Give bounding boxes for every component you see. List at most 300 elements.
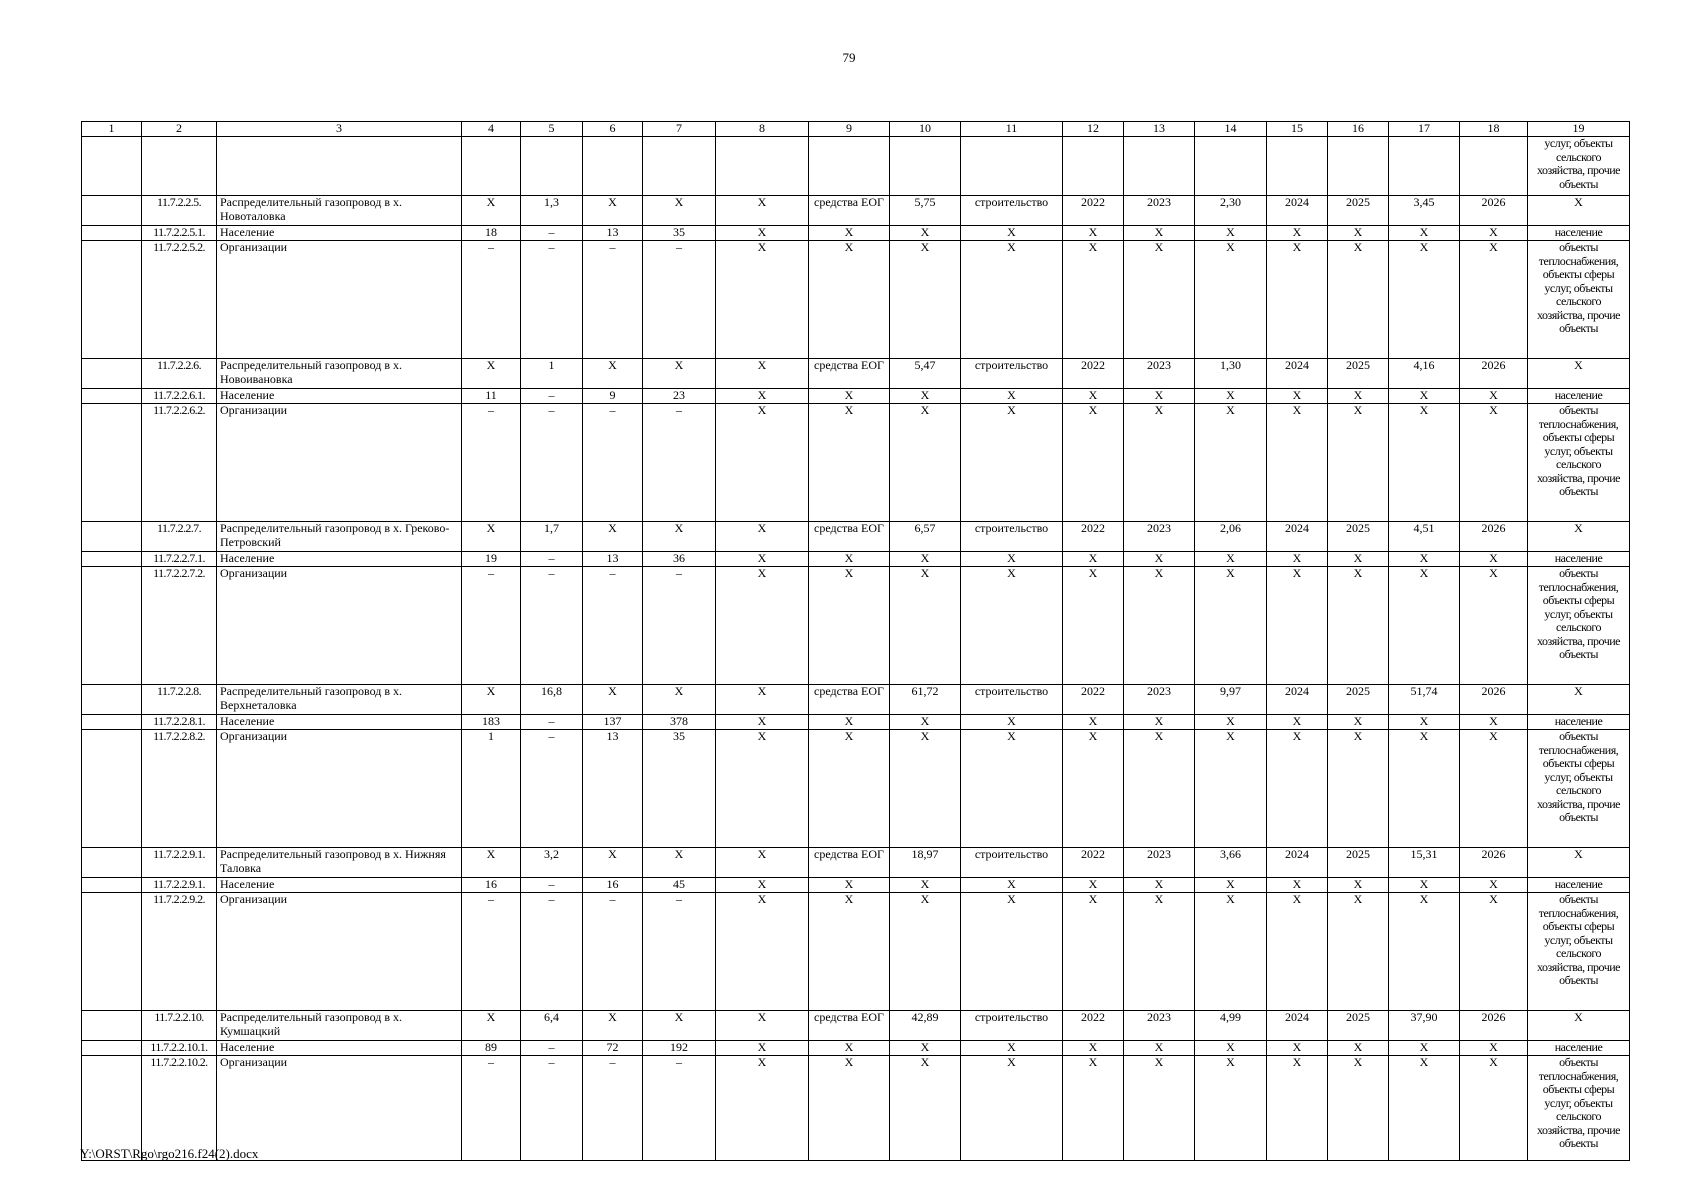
value-cell: 2025 <box>1328 359 1389 389</box>
population-row <box>82 552 1630 567</box>
value-cell: Х <box>1328 1041 1389 1056</box>
row-name-cell: Распределительный газопровод в х. Нижняя Таловка <box>217 848 462 878</box>
value-cell: – <box>583 404 643 522</box>
organizations-row <box>82 404 1630 522</box>
value-cell: Х <box>1063 552 1124 567</box>
value-cell: 2,06 <box>1195 522 1267 552</box>
value-cell: Х <box>961 730 1063 848</box>
value-cell: Х <box>1389 893 1460 1011</box>
value-cell: – <box>521 715 583 730</box>
value-cell: – <box>521 567 583 685</box>
column-header: 18 <box>1460 122 1528 137</box>
row-number-cell: 11.7.2.2.7.1. <box>142 552 217 567</box>
value-cell: Х <box>1267 404 1328 522</box>
value-cell: Х <box>1389 389 1460 404</box>
value-cell: – <box>521 226 583 241</box>
value-cell: – <box>521 552 583 567</box>
value-cell: строительство <box>961 848 1063 878</box>
table-cell <box>1389 137 1460 196</box>
value-cell: Х <box>1389 226 1460 241</box>
value-cell: строительство <box>961 685 1063 715</box>
value-cell: Х <box>1195 389 1267 404</box>
table-cell <box>82 567 142 685</box>
table-cell <box>82 1011 142 1041</box>
value-cell: Х <box>1267 241 1328 359</box>
value-cell: 3,45 <box>1389 196 1460 226</box>
value-cell: Х <box>1328 878 1389 893</box>
value-cell: Х <box>716 522 809 552</box>
value-cell: Х <box>1195 1041 1267 1056</box>
row-number-cell: 11.7.2.2.10.1. <box>142 1041 217 1056</box>
table-cell <box>961 137 1063 196</box>
value-cell: Х <box>1460 730 1528 848</box>
table-cell <box>82 715 142 730</box>
column-header: 10 <box>890 122 961 137</box>
value-cell: – <box>643 567 716 685</box>
value-cell: Х <box>1195 567 1267 685</box>
value-cell: Х <box>1528 685 1630 715</box>
value-cell: Х <box>716 1041 809 1056</box>
value-cell: Х <box>716 552 809 567</box>
value-cell: Х <box>716 878 809 893</box>
value-cell: Х <box>1328 730 1389 848</box>
value-cell: Х <box>716 715 809 730</box>
value-cell: Х <box>1528 196 1630 226</box>
purpose-cell: население <box>1528 389 1630 404</box>
value-cell: Х <box>1328 552 1389 567</box>
value-cell: Х <box>716 389 809 404</box>
column-header: 4 <box>462 122 521 137</box>
column-header: 1 <box>82 122 142 137</box>
row-name-cell: Население <box>217 878 462 893</box>
main-row <box>82 359 1630 389</box>
purpose-cell: объекты теплоснабжения, объекты сферы услуг, объекты сельского хозяйства, прочие объекты <box>1528 241 1630 359</box>
table-cell <box>1328 137 1389 196</box>
table-cell <box>82 552 142 567</box>
row-number-cell: 11.7.2.2.8.2. <box>142 730 217 848</box>
value-cell: 2024 <box>1267 848 1328 878</box>
purpose-cell: население <box>1528 226 1630 241</box>
value-cell: Х <box>462 685 521 715</box>
table-cell <box>583 137 643 196</box>
table-cell <box>82 848 142 878</box>
value-cell: Х <box>809 1041 890 1056</box>
value-cell: 2024 <box>1267 522 1328 552</box>
value-cell: Х <box>1267 893 1328 1011</box>
row-number-cell: 11.7.2.2.9.2. <box>142 893 217 1011</box>
value-cell: 2022 <box>1063 196 1124 226</box>
value-cell: Х <box>462 848 521 878</box>
row-name-cell: Распределительный газопровод в х. Верхнеталовка <box>217 685 462 715</box>
value-cell: Х <box>1063 226 1124 241</box>
table-cell <box>217 137 462 196</box>
value-cell: Х <box>1328 1056 1389 1161</box>
table-cell <box>82 1056 142 1161</box>
row-number-cell: 11.7.2.2.5. <box>142 196 217 226</box>
value-cell: Х <box>809 226 890 241</box>
value-cell: Х <box>1389 241 1460 359</box>
value-cell: 89 <box>462 1041 521 1056</box>
value-cell: Х <box>1389 715 1460 730</box>
value-cell: Х <box>961 893 1063 1011</box>
value-cell: Х <box>1389 404 1460 522</box>
row-name-cell: Организации <box>217 730 462 848</box>
row-name-cell: Население <box>217 226 462 241</box>
value-cell: 2022 <box>1063 522 1124 552</box>
value-cell: Х <box>961 389 1063 404</box>
value-cell: Х <box>1063 1041 1124 1056</box>
value-cell: Х <box>890 552 961 567</box>
value-cell: 19 <box>462 552 521 567</box>
data-table <box>81 121 1630 1161</box>
value-cell: Х <box>462 1011 521 1041</box>
value-cell: средства ЕОГ <box>809 359 890 389</box>
value-cell: 2022 <box>1063 848 1124 878</box>
value-cell: 2023 <box>1124 196 1195 226</box>
table-cell <box>142 137 217 196</box>
value-cell: 23 <box>643 389 716 404</box>
value-cell: Х <box>716 404 809 522</box>
purpose-cell: население <box>1528 552 1630 567</box>
population-row <box>82 1041 1630 1056</box>
value-cell: Х <box>583 685 643 715</box>
row-number-cell: 11.7.2.2.5.2. <box>142 241 217 359</box>
value-cell: Х <box>890 878 961 893</box>
value-cell: 35 <box>643 730 716 848</box>
value-cell: – <box>643 404 716 522</box>
row-name-cell: Население <box>217 389 462 404</box>
value-cell: Х <box>643 685 716 715</box>
organizations-row <box>82 241 1630 359</box>
value-cell: Х <box>643 1011 716 1041</box>
value-cell: – <box>521 1041 583 1056</box>
value-cell: Х <box>1328 226 1389 241</box>
value-cell: Х <box>809 567 890 685</box>
value-cell: Х <box>961 226 1063 241</box>
value-cell: Х <box>890 567 961 685</box>
value-cell: Х <box>809 878 890 893</box>
row-name-cell: Организации <box>217 567 462 685</box>
value-cell: Х <box>890 389 961 404</box>
table-cell <box>809 137 890 196</box>
value-cell: 2025 <box>1328 522 1389 552</box>
row-name-cell: Распределительный газопровод в х. Новоталовка <box>217 196 462 226</box>
row-name-cell: Организации <box>217 1056 462 1161</box>
purpose-cell: объекты теплоснабжения, объекты сферы услуг, объекты сельского хозяйства, прочие объекты <box>1528 893 1630 1011</box>
row-name-cell: Организации <box>217 241 462 359</box>
value-cell: – <box>521 404 583 522</box>
value-cell: 2026 <box>1460 848 1528 878</box>
value-cell: 378 <box>643 715 716 730</box>
value-cell: Х <box>1063 1056 1124 1161</box>
row-name-cell: Организации <box>217 893 462 1011</box>
value-cell: Х <box>583 1011 643 1041</box>
column-header: 19 <box>1528 122 1630 137</box>
value-cell: Х <box>1389 730 1460 848</box>
column-header: 14 <box>1195 122 1267 137</box>
value-cell: 6,4 <box>521 1011 583 1041</box>
organizations-row <box>82 567 1630 685</box>
value-cell: Х <box>1063 389 1124 404</box>
value-cell: Х <box>809 389 890 404</box>
value-cell: Х <box>890 715 961 730</box>
value-cell: 15,31 <box>1389 848 1460 878</box>
value-cell: Х <box>1195 404 1267 522</box>
table-cell <box>716 137 809 196</box>
main-row <box>82 848 1630 878</box>
value-cell: Х <box>716 848 809 878</box>
value-cell: 5,75 <box>890 196 961 226</box>
value-cell: 2025 <box>1328 848 1389 878</box>
value-cell: Х <box>1124 241 1195 359</box>
value-cell: Х <box>1528 848 1630 878</box>
value-cell: Х <box>716 893 809 1011</box>
value-cell: Х <box>961 404 1063 522</box>
value-cell: Х <box>1460 241 1528 359</box>
value-cell: Х <box>1063 878 1124 893</box>
value-cell: – <box>521 241 583 359</box>
value-cell: 1 <box>462 730 521 848</box>
value-cell: Х <box>716 685 809 715</box>
value-cell: 9,97 <box>1195 685 1267 715</box>
value-cell: 2023 <box>1124 1011 1195 1041</box>
footer-file-path: Y:\ORST\Rgo\rgo216.f24(2).docx <box>80 1146 259 1161</box>
value-cell: Х <box>1124 404 1195 522</box>
column-header: 5 <box>521 122 583 137</box>
value-cell: – <box>462 893 521 1011</box>
population-row <box>82 878 1630 893</box>
value-cell: 2026 <box>1460 196 1528 226</box>
value-cell: Х <box>1063 893 1124 1011</box>
row-number-cell: 11.7.2.2.8. <box>142 685 217 715</box>
table-cell <box>82 137 142 196</box>
value-cell: Х <box>1528 1011 1630 1041</box>
value-cell: – <box>462 1056 521 1161</box>
purpose-cell: население <box>1528 1041 1630 1056</box>
value-cell: Х <box>961 878 1063 893</box>
value-cell: 72 <box>583 1041 643 1056</box>
main-row <box>82 685 1630 715</box>
value-cell: 2026 <box>1460 359 1528 389</box>
table-cell <box>82 241 142 359</box>
value-cell: – <box>521 893 583 1011</box>
table-cell <box>82 685 142 715</box>
population-row <box>82 389 1630 404</box>
row-number-cell: 11.7.2.2.10.2. <box>142 1056 217 1161</box>
row-name-cell: Население <box>217 715 462 730</box>
column-header: 3 <box>217 122 462 137</box>
value-cell: Х <box>643 522 716 552</box>
value-cell: средства ЕОГ <box>809 848 890 878</box>
value-cell: 1 <box>521 359 583 389</box>
value-cell: 16 <box>462 878 521 893</box>
value-cell: Х <box>809 241 890 359</box>
value-cell: средства ЕОГ <box>809 196 890 226</box>
value-cell: Х <box>716 1056 809 1161</box>
value-cell: 2025 <box>1328 196 1389 226</box>
value-cell: Х <box>1124 893 1195 1011</box>
row-number-cell: 11.7.2.2.6.2. <box>142 404 217 522</box>
value-cell: 5,47 <box>890 359 961 389</box>
column-header: 15 <box>1267 122 1328 137</box>
value-cell: Х <box>716 226 809 241</box>
value-cell: Х <box>1328 404 1389 522</box>
value-cell: 2022 <box>1063 1011 1124 1041</box>
value-cell: 2024 <box>1267 196 1328 226</box>
value-cell: Х <box>1267 1041 1328 1056</box>
table-cell <box>1267 137 1328 196</box>
value-cell: 4,51 <box>1389 522 1460 552</box>
column-header: 8 <box>716 122 809 137</box>
value-cell: 2023 <box>1124 359 1195 389</box>
purpose-cell: население <box>1528 715 1630 730</box>
row-number-cell: 11.7.2.2.9.1. <box>142 848 217 878</box>
value-cell: – <box>521 389 583 404</box>
page-number: 79 <box>842 50 856 65</box>
column-header: 16 <box>1328 122 1389 137</box>
value-cell: Х <box>1124 715 1195 730</box>
value-cell: Х <box>961 567 1063 685</box>
value-cell: Х <box>1389 567 1460 685</box>
value-cell: Х <box>961 715 1063 730</box>
value-cell: Х <box>1389 1041 1460 1056</box>
row-number-cell: 11.7.2.2.8.1. <box>142 715 217 730</box>
purpose-cell: объекты теплоснабжения, объекты сферы услуг, объекты сельского хозяйства, прочие объекты <box>1528 404 1630 522</box>
row-name-cell: Распределительный газопровод в х. Греково-Петровский <box>217 522 462 552</box>
value-cell: строительство <box>961 522 1063 552</box>
value-cell: – <box>521 730 583 848</box>
value-cell: Х <box>1389 552 1460 567</box>
value-cell: Х <box>583 359 643 389</box>
value-cell: Х <box>1328 715 1389 730</box>
value-cell: Х <box>716 196 809 226</box>
value-cell: Х <box>890 1041 961 1056</box>
population-row <box>82 226 1630 241</box>
value-cell: Х <box>1460 715 1528 730</box>
table-cell <box>82 522 142 552</box>
value-cell: – <box>643 241 716 359</box>
column-header: 17 <box>1389 122 1460 137</box>
value-cell: 6,57 <box>890 522 961 552</box>
value-cell: – <box>643 1056 716 1161</box>
value-cell: Х <box>961 241 1063 359</box>
value-cell: Х <box>1195 715 1267 730</box>
value-cell: Х <box>1195 241 1267 359</box>
column-header: 2 <box>142 122 217 137</box>
value-cell: 16,8 <box>521 685 583 715</box>
value-cell: Х <box>961 1041 1063 1056</box>
value-cell: Х <box>890 893 961 1011</box>
value-cell: 61,72 <box>890 685 961 715</box>
value-cell: Х <box>1460 1056 1528 1161</box>
value-cell: Х <box>462 522 521 552</box>
value-cell: Х <box>1328 389 1389 404</box>
value-cell: Х <box>1267 715 1328 730</box>
row-number-cell: 11.7.2.2.10. <box>142 1011 217 1041</box>
value-cell: Х <box>1267 552 1328 567</box>
main-row <box>82 1011 1630 1041</box>
value-cell: – <box>462 241 521 359</box>
value-cell: 2025 <box>1328 1011 1389 1041</box>
value-cell: Х <box>961 1056 1063 1161</box>
value-cell: Х <box>1460 893 1528 1011</box>
column-header: 11 <box>961 122 1063 137</box>
value-cell: Х <box>1124 567 1195 685</box>
value-cell: – <box>521 878 583 893</box>
value-cell: Х <box>583 196 643 226</box>
value-cell: – <box>583 567 643 685</box>
column-header: 9 <box>809 122 890 137</box>
value-cell: Х <box>1528 359 1630 389</box>
value-cell: Х <box>1124 1041 1195 1056</box>
value-cell: 16 <box>583 878 643 893</box>
row-number-cell: 11.7.2.2.9.1. <box>142 878 217 893</box>
value-cell: средства ЕОГ <box>809 685 890 715</box>
table-cell <box>1124 137 1195 196</box>
value-cell: Х <box>716 1011 809 1041</box>
value-cell: Х <box>961 552 1063 567</box>
table-cell <box>643 137 716 196</box>
value-cell: Х <box>1328 241 1389 359</box>
value-cell: – <box>583 1056 643 1161</box>
value-cell: Х <box>1460 389 1528 404</box>
value-cell: Х <box>1267 389 1328 404</box>
value-cell: Х <box>716 359 809 389</box>
purpose-cell: объекты теплоснабжения, объекты сферы услуг, объекты сельского хозяйства, прочие объекты <box>1528 1056 1630 1161</box>
column-header: 12 <box>1063 122 1124 137</box>
value-cell: Х <box>1460 1041 1528 1056</box>
value-cell: Х <box>1328 893 1389 1011</box>
table-cell <box>82 1041 142 1056</box>
value-cell: Х <box>1063 567 1124 685</box>
value-cell: Х <box>1460 404 1528 522</box>
value-cell: Х <box>890 730 961 848</box>
value-cell: Х <box>1195 878 1267 893</box>
organizations-row <box>82 730 1630 848</box>
table-cell <box>1195 137 1267 196</box>
purpose-cell: объекты теплоснабжения, объекты сферы услуг, объекты сельского хозяйства, прочие объекты <box>1528 567 1630 685</box>
value-cell: 137 <box>583 715 643 730</box>
value-cell: Х <box>716 567 809 685</box>
value-cell: средства ЕОГ <box>809 1011 890 1041</box>
purpose-cell: объекты теплоснабжения, объекты сферы услуг, объекты сельского хозяйства, прочие объекты <box>1528 730 1630 848</box>
value-cell: Х <box>1267 567 1328 685</box>
value-cell: Х <box>1063 715 1124 730</box>
value-cell: Х <box>1460 878 1528 893</box>
value-cell: – <box>462 404 521 522</box>
value-cell: 11 <box>462 389 521 404</box>
value-cell: 13 <box>583 226 643 241</box>
table-cell <box>82 226 142 241</box>
main-row <box>82 196 1630 226</box>
value-cell: 45 <box>643 878 716 893</box>
row-name-cell: Население <box>217 552 462 567</box>
value-cell: Х <box>643 196 716 226</box>
value-cell: 2023 <box>1124 848 1195 878</box>
organizations-row <box>82 893 1630 1011</box>
table-cell <box>82 404 142 522</box>
value-cell: Х <box>890 226 961 241</box>
table-cell <box>890 137 961 196</box>
value-cell: Х <box>716 241 809 359</box>
value-cell: Х <box>809 1056 890 1161</box>
value-cell: Х <box>1267 878 1328 893</box>
value-cell: Х <box>1460 226 1528 241</box>
purpose-cell: население <box>1528 878 1630 893</box>
table-cell <box>462 137 521 196</box>
value-cell: 2022 <box>1063 359 1124 389</box>
value-cell: 192 <box>643 1041 716 1056</box>
